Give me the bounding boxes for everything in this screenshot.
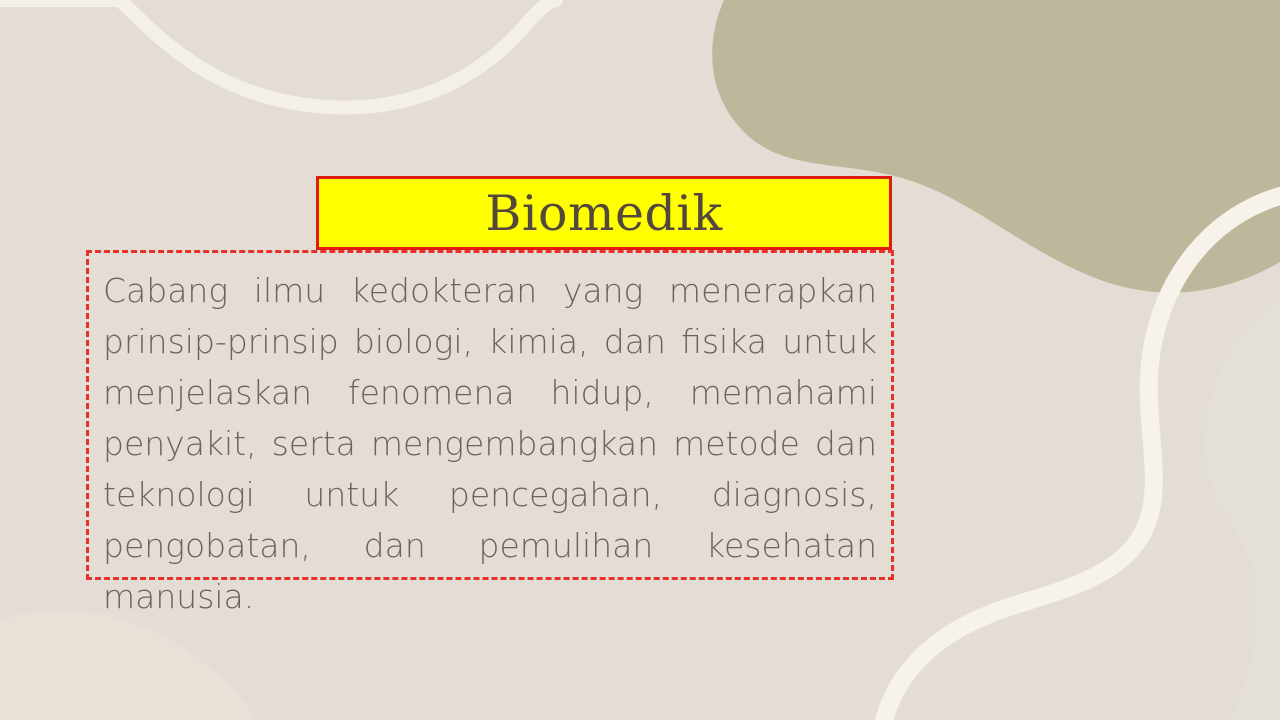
title-plaque xyxy=(316,176,892,250)
soft-shape-bottom-right xyxy=(1205,300,1280,720)
definition-text: Cabang ilmu kedokteran yang menerapkan prinsip-prinsip biologi, kimia, dan fisika untuk menjelaskan fenomena hidup, memahami penyakit, serta mengembangkan metode dan teknologi untuk pencegahan, diagnosis, pengobatan, dan pemulihan kesehatan manusia. xyxy=(103,271,877,616)
swoosh-top-left xyxy=(0,0,556,108)
swoosh-top-left-secondary xyxy=(0,0,552,101)
page-title: Biomedik xyxy=(485,184,723,242)
definition-box xyxy=(86,250,894,616)
